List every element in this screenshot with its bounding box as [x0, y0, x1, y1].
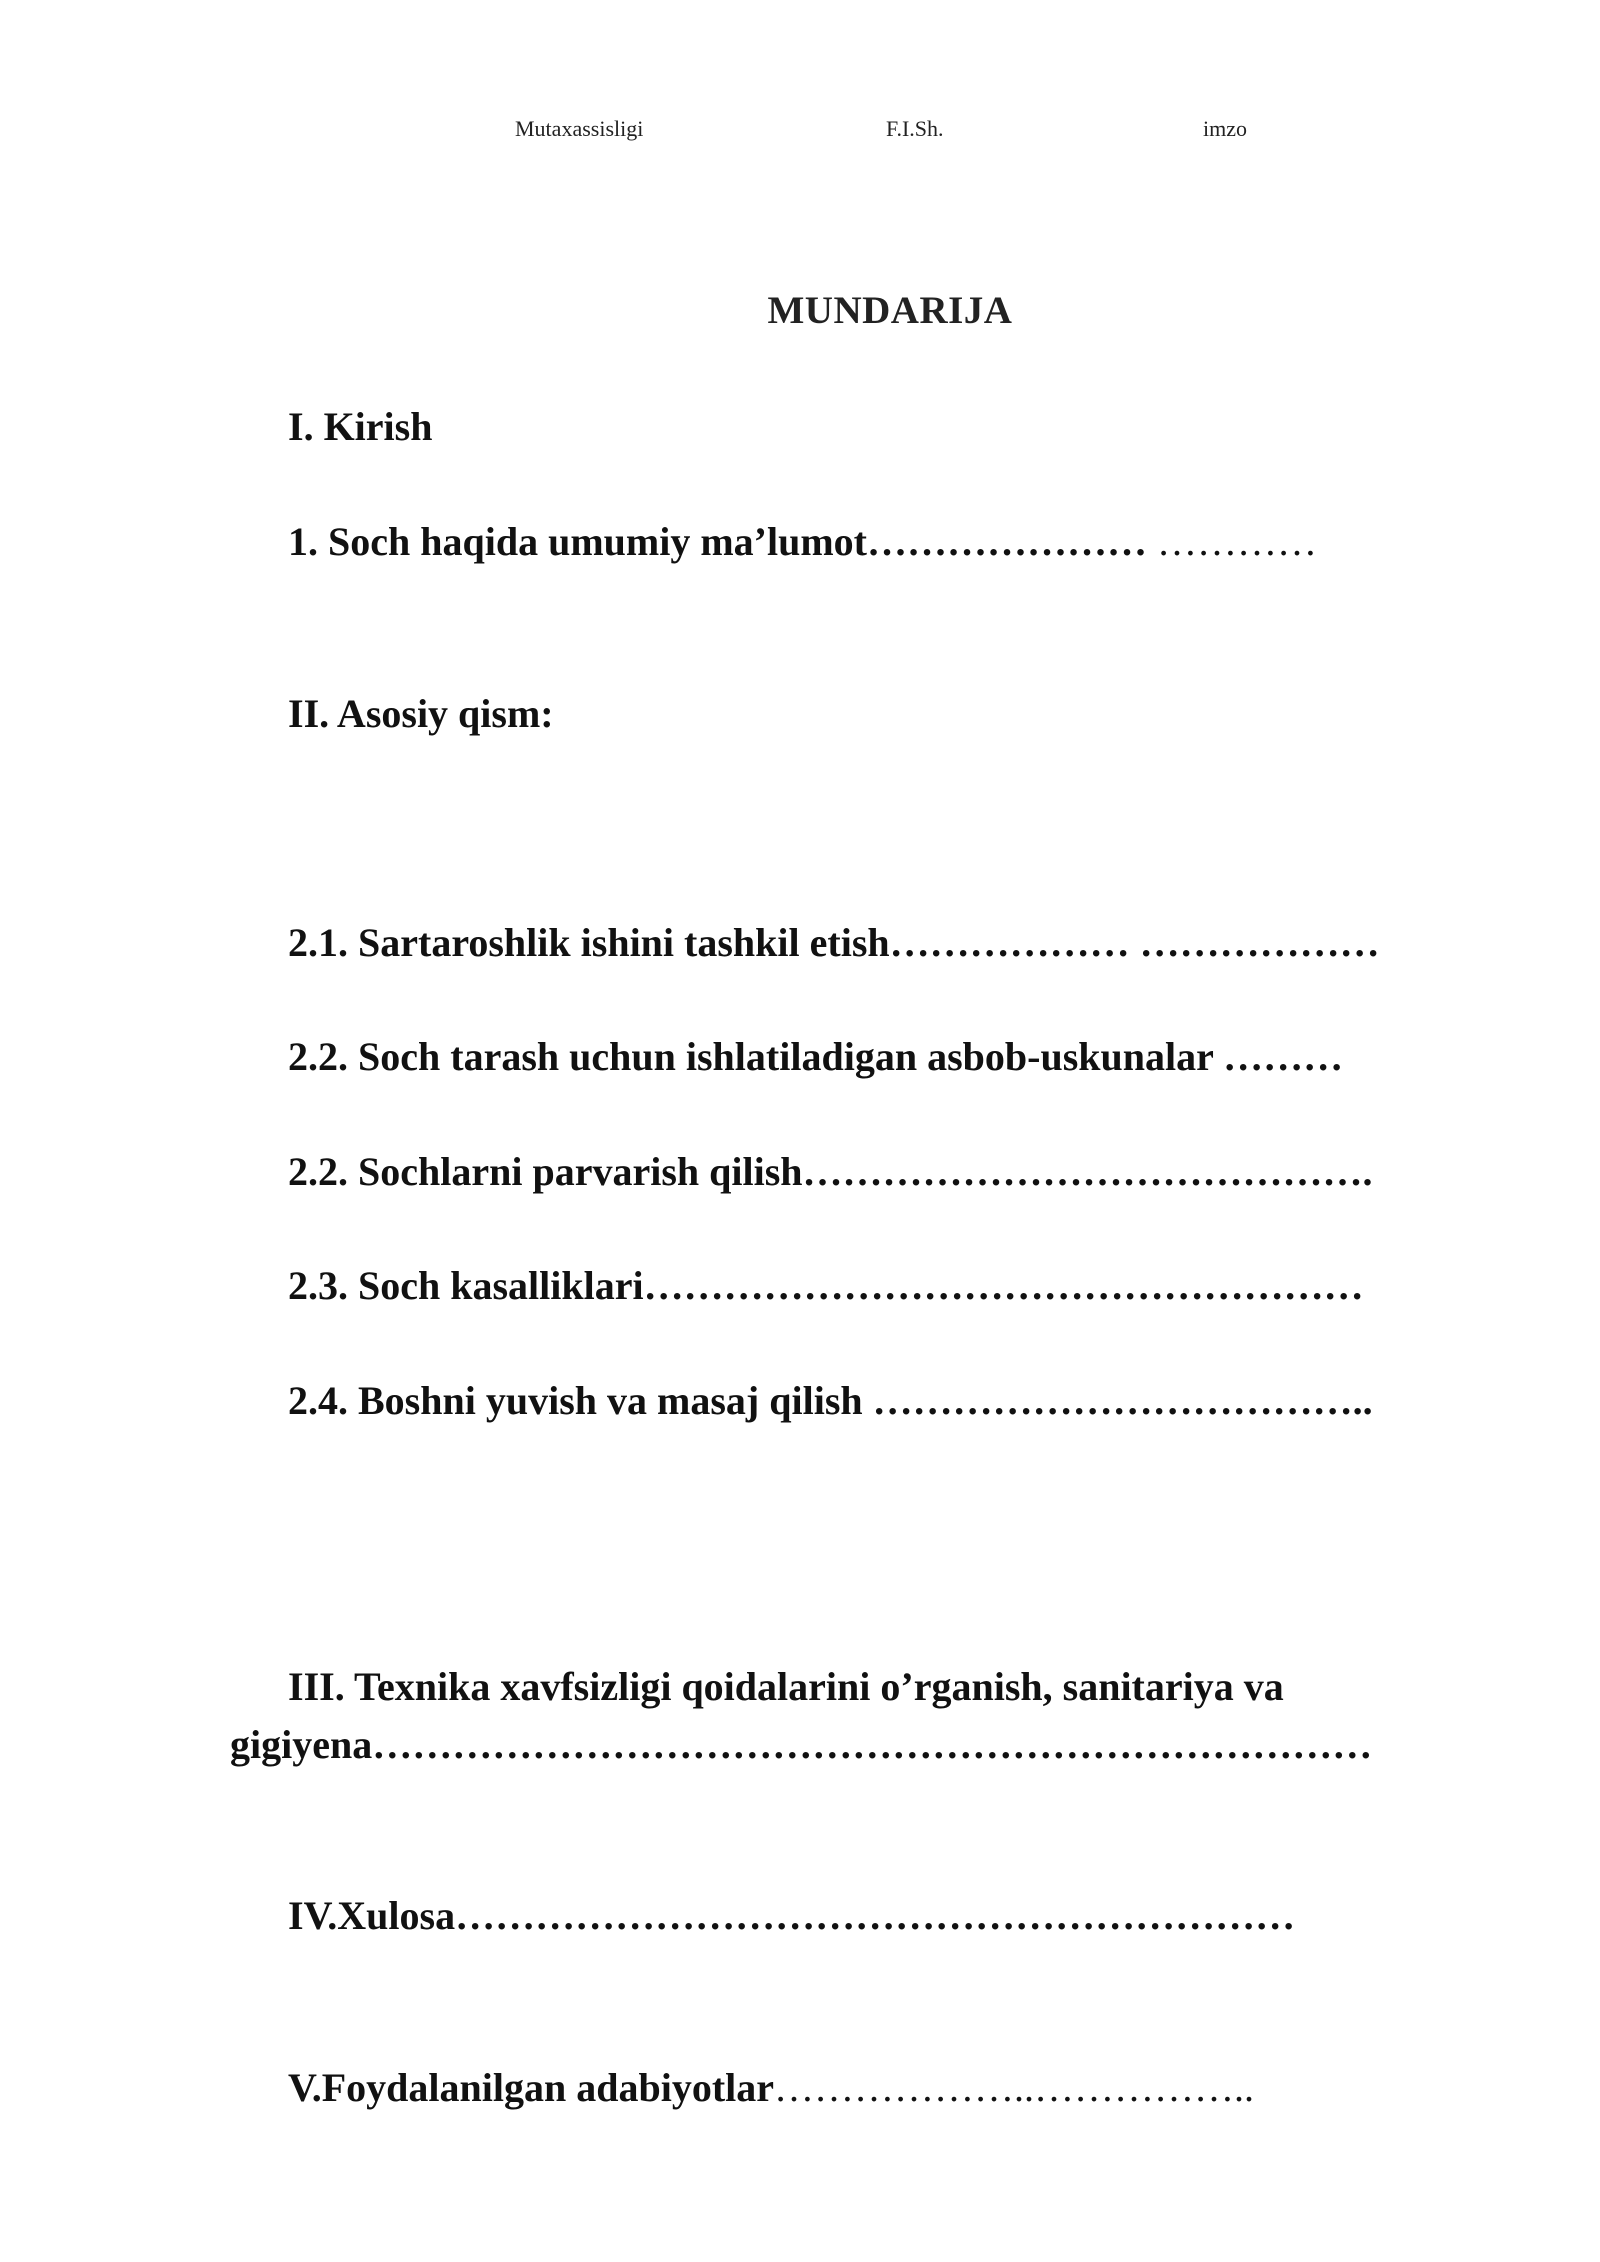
- header-name-label: F.I.Sh.: [886, 116, 944, 141]
- toc-conclusion: IV.Xulosa………………………………………………………: [288, 1893, 1296, 1938]
- toc-references-dots: ………………..……………..: [774, 2065, 1255, 2110]
- toc-item-1-dots: …………: [1146, 519, 1317, 564]
- toc-item-3-line-2: gigiyena…………………………………………………………………: [230, 1722, 1373, 1767]
- toc-item-3: [230, 1658, 1372, 1774]
- page-title: MUNDARIJA: [767, 289, 1013, 332]
- header-specialty-label: Mutaxassisligi: [515, 116, 644, 141]
- toc-item-1-text: 1. Soch haqida umumiy ma’lumot…………………: [288, 519, 1147, 564]
- toc-item-2-1: 2.1. Sartaroshlik ishini tashkil etish……………… ………………: [288, 920, 1380, 965]
- toc-references-text: V.Foydalanilgan adabiyotlar: [288, 2065, 775, 2110]
- toc-item-2-2-care: 2.2. Sochlarni parvarish qilish…………………………………….: [288, 1149, 1373, 1194]
- toc-item-3-line-1: III. Texnika xavfsizligi qoidalarini o’rganish, sanitariya va: [288, 1664, 1284, 1709]
- toc-item-1: [288, 518, 1317, 565]
- toc-item-2-2-tools: 2.2. Soch tarash uchun ishlatiladigan asbob-uskunalar ………: [288, 1034, 1344, 1079]
- toc-item-2-3: 2.3. Soch kasalliklari………………………………………………: [288, 1263, 1364, 1308]
- toc-main-heading: II. Asosiy qism:: [288, 691, 554, 736]
- toc-item-2-4: 2.4. Boshni yuvish va masaj qilish ………………………………..: [288, 1378, 1373, 1423]
- toc-references: [288, 2064, 1254, 2111]
- toc-intro-heading: I. Kirish: [288, 404, 433, 449]
- header-signature-label: imzo: [1203, 116, 1247, 141]
